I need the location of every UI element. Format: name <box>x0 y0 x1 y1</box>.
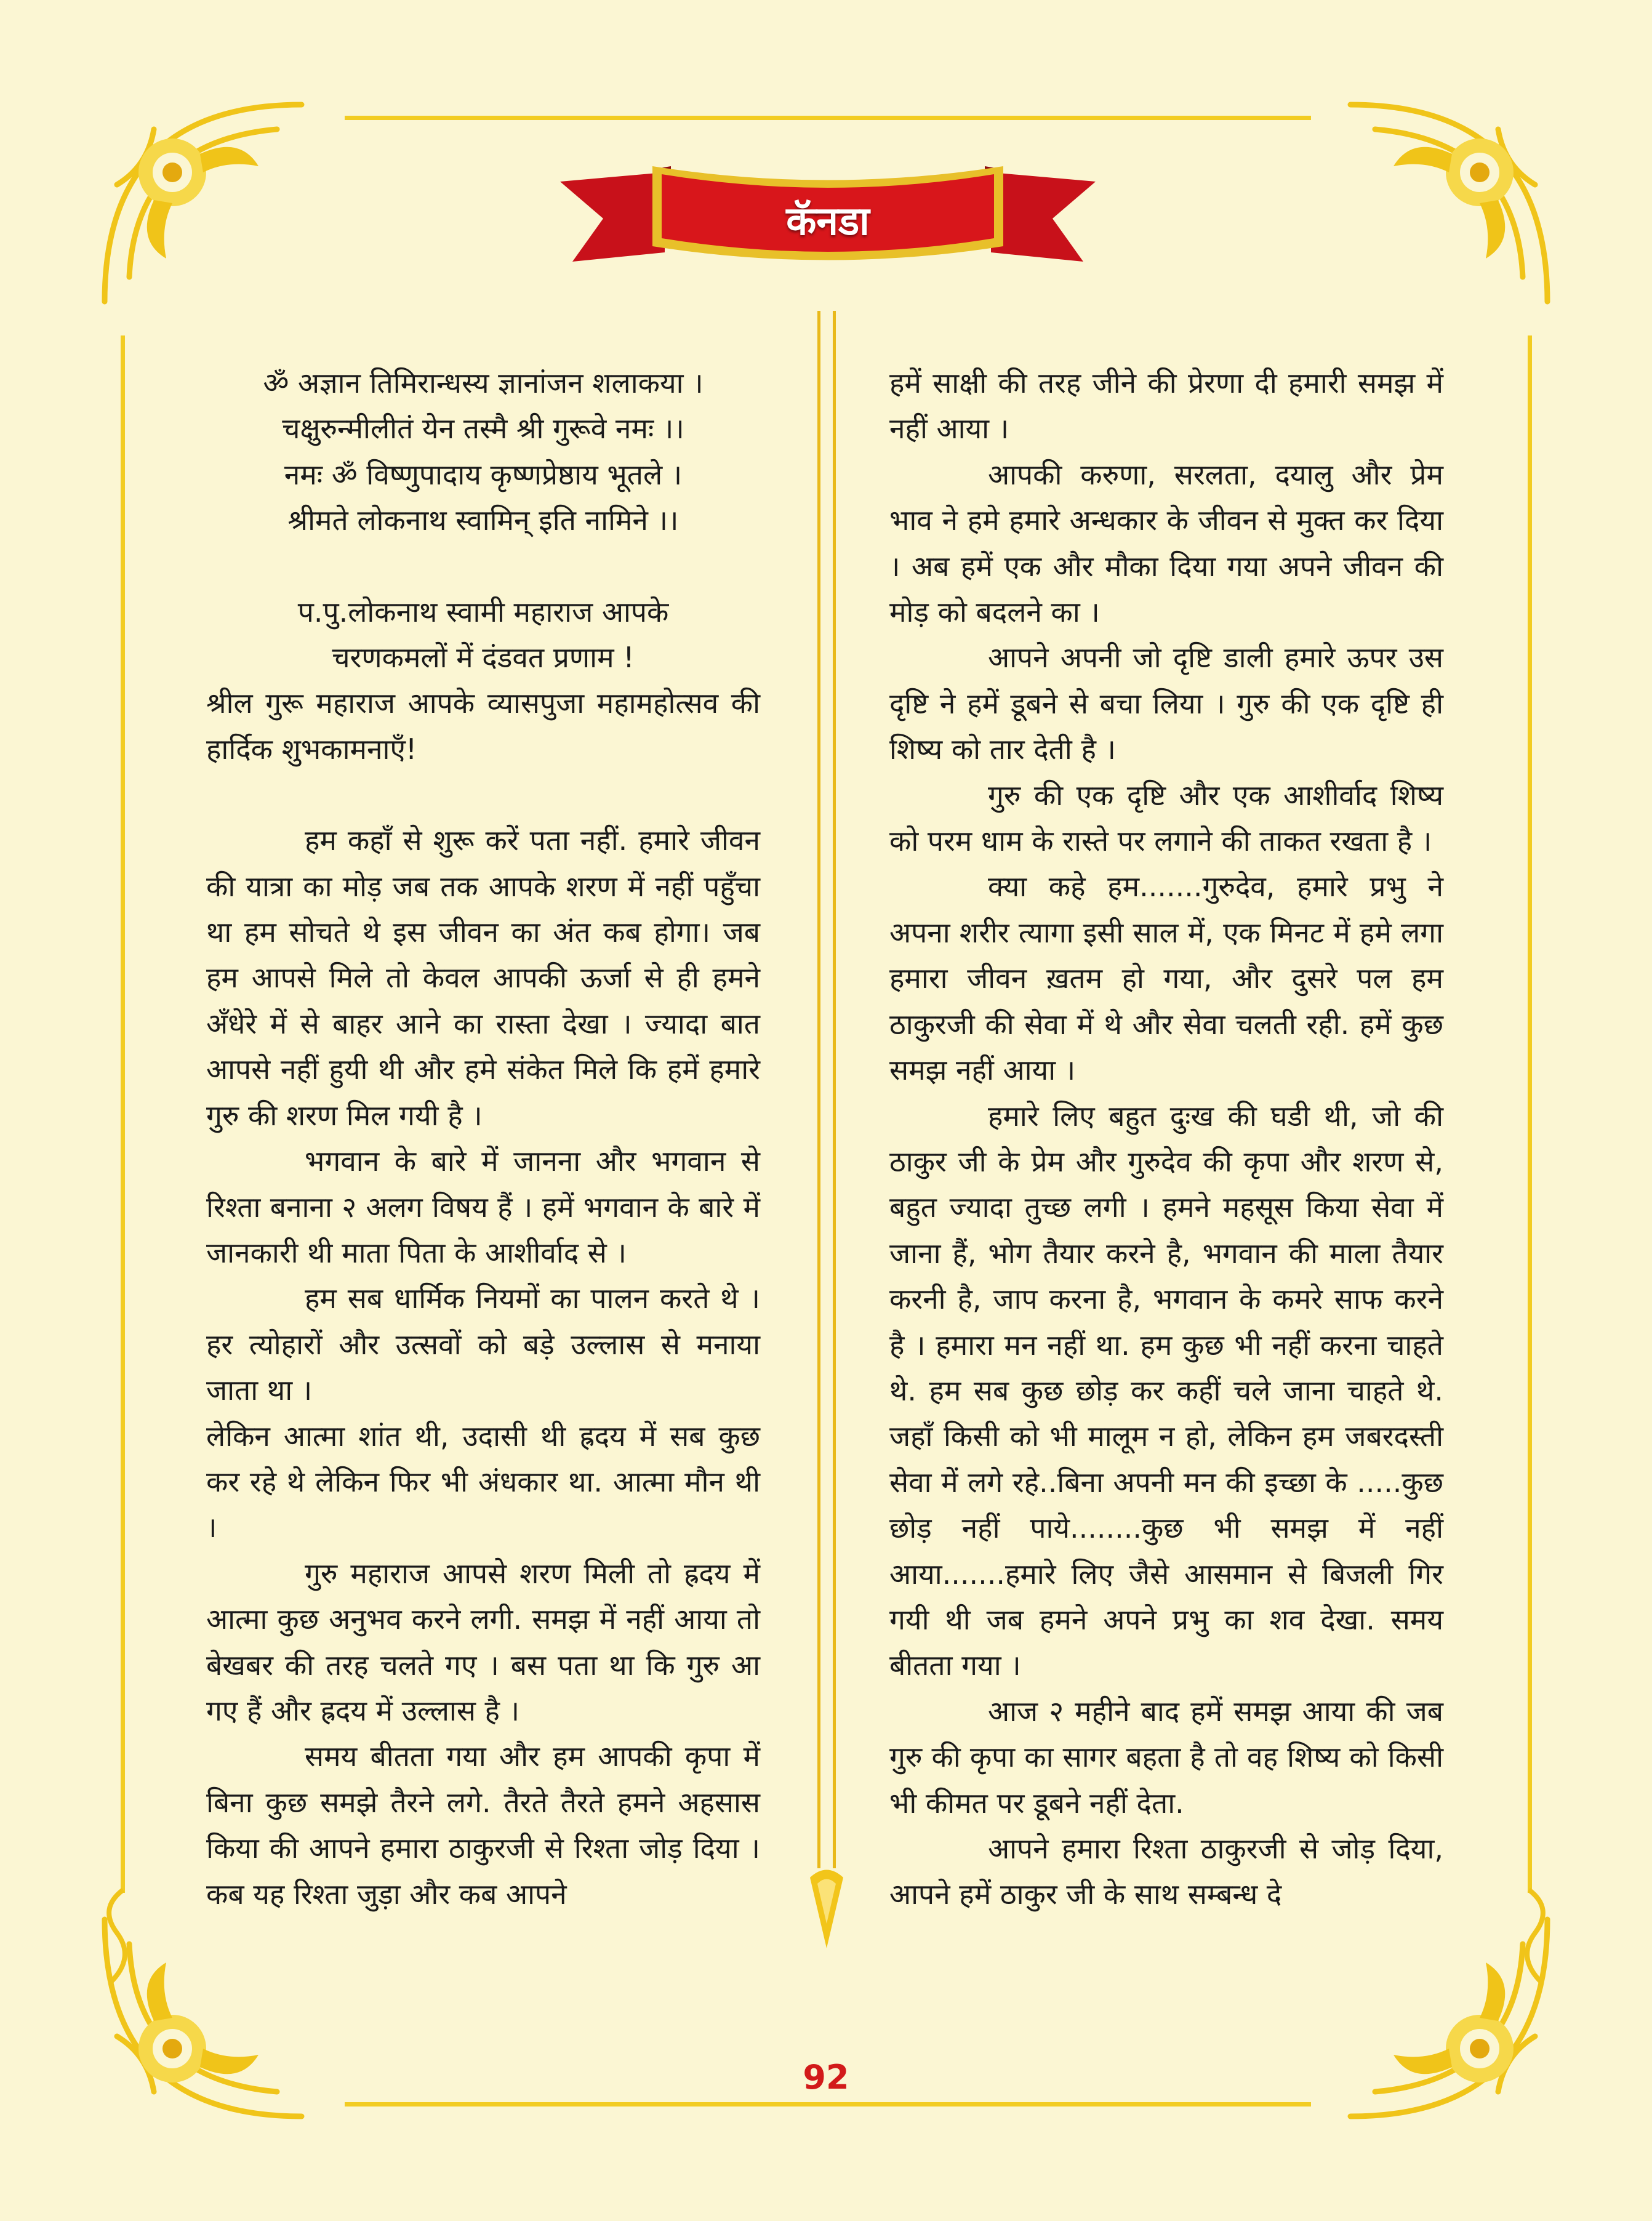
frame-top-line <box>345 116 1311 120</box>
body-paragraph: आपकी करुणा, सरलता, दयालु और प्रेम भाव ने हमे हमारे अन्धकार के जीवन से मुक्त कर दिया । अब हमें एक और मौका दिया गया अपने जीवन की मोड़ को बदलने का । <box>889 457 1443 629</box>
body-paragraph: हम कहाँ से शुरू करें पता नहीं. हमारे जीवन की यात्रा का मोड़ जब तक आपके शरण में नहीं पहुँचा था हम सोचते थे इस जीवन का अंत कब होगा। जब हम आपसे मिले तो केवल आपकी ऊर्जा से ही हमने अँधेरे में से बाहर आने का रास्ता देखा । ज्यादा बात आपसे नहीं हुयी थी और हमे संकेत मिले कि हमें हमारे गुरु की शरण मिल गयी है । <box>206 824 760 1132</box>
body-paragraph: क्या कहे हम.......गुरुदेव, हमारे प्रभु ने अपना शरीर त्यागा इसी साल में, एक मिनट में हमे लगा हमारा जीवन ख़तम हो गया, और दुसरे पल हम ठाकुरजी की सेवा में थे और सेवा चलती रही. हमें कुछ समझ नहीं आया । <box>889 870 1443 1087</box>
salutation-line: चरणकमलों में दंडवत प्रणाम ! <box>332 641 635 675</box>
shloka-line: चक्षुरुन्मीलीतं येन तस्मै श्री गुरूवे नमः ।। <box>282 412 684 446</box>
pendant-divider-icon <box>799 311 854 1973</box>
body-paragraph: आज २ महीने बाद हमें समझ आया की जब गुरु की कृपा का सागर बहता है तो वह शिष्य को किसी भी कीमत पर डूबने नहीं देता. <box>889 1694 1443 1820</box>
body-paragraph: आपने अपनी जो दृष्टि डाली हमारे ऊपर उस दृष्टि ने हमें डूबने से बचा लिया । गुरु की एक दृष्टि ही शिष्य को तार देती है । <box>889 641 1443 766</box>
floral-corner-icon <box>1338 92 1560 314</box>
swirl-ornament-icon <box>92 1884 148 1988</box>
shloka-line: ॐ अज्ञान तिमिरान्धस्य ज्ञानांजन शलाकया । <box>263 366 704 400</box>
body-paragraph: गुरु महाराज आपसे शरण मिली तो ह्रदय में आत्मा कुछ अनुभव करने लगी. समझ में नहीं आया तो बेखबर की तरह चलते गए । बस पता था कि गुरु आ गए हैं और ह्रदय में उल्लास है । <box>206 1556 760 1727</box>
page-number: 92 <box>803 2058 849 2097</box>
body-paragraph: लेकिन आत्मा शांत थी, उदासी थी ह्रदय में सब कुछ कर रहे थे लेकिन फिर भी अंधकार था. आत्मा मौन थी । <box>206 1419 760 1544</box>
body-paragraph: आपने हमारा रिश्ता ठाकुरजी से जोड़ दिया, आपने हमें ठाकुर जी के साथ सम्बन्ध दे <box>889 1832 1443 1911</box>
body-paragraph: समय बीतता गया और हम आपकी कृपा में बिना कुछ समझे तैरने लगे. तैरते तैरते हमने अहसास किया की आपने हमारा ठाकुरजी से रिश्ता जोड़ दिया । कब यह रिश्ता जुड़ा और कब आपने <box>206 1740 760 1911</box>
left-column <box>206 360 760 1917</box>
frame-bottom-line <box>345 2102 1311 2107</box>
body-paragraph: हमें साक्षी की तरह जीने की प्रेरणा दी हमारी समझ में नहीं आया । <box>889 366 1443 446</box>
frame-left-line <box>121 335 125 1893</box>
body-paragraph: भगवान के बारे में जानना और भगवान से रिश्ता बनाना २ अलग विषय हैं । हमें भगवान के बारे में जानकारी थी माता पिता के आशीर्वाद से । <box>206 1144 760 1269</box>
body-paragraph: हम सब धार्मिक नियमों का पालन करते थे । हर त्योहारों और उत्सवों को बड़े उल्लास से मनाया जाता था । <box>206 1282 760 1407</box>
frame-right-line <box>1528 335 1532 1893</box>
floral-corner-icon <box>92 92 314 314</box>
shloka-line: श्रीमते लोकनाथ स्वामिन् इति नामिने ।। <box>287 504 679 537</box>
swirl-ornament-icon <box>1504 1884 1560 1988</box>
body-paragraph: हमारे लिए बहुत दुःख की घडी थी, जो की ठाकुर जी के प्रेम और गुरुदेव की कृपा और शरण से, बहुत ज्यादा तुच्छ लगी । हमने महसूस किया सेवा में जाना हैं, भोग तैयार करने है, भगवान की माला तैयार करनी है, जाप करना है, भगवान के कमरे साफ करने है । हमारा मन नहीं था. हम कुछ भी नहीं करना चाहते थे. हम सब कुछ छोड़ कर कहीं चले जाना चाहते थे. जहाँ किसी को भी मालूम न हो, लेकिन हम जबरदस्ती सेवा में लगे रहे..बिना अपनी मन की इच्छा के .....कुछ छोड़ नहीं पाये........कुछ भी समझ में नहीं आया.......हमारे लिए जैसे आसमान से बिजली गिर गयी थी जब हमने अपने प्रभु का शव देखा. समय बीतता गया । <box>889 1099 1443 1682</box>
body-paragraph: गुरु की एक दृष्टि और एक आशीर्वाद शिष्य को परम धाम के रास्ते पर लगाने की ताकत रखता है । <box>889 778 1443 858</box>
salutation-line: प.पु.लोकनाथ स्वामी महाराज आपके <box>297 595 669 629</box>
banner-title: कॅनडा <box>786 199 870 244</box>
right-column <box>889 360 1443 1918</box>
greeting-paragraph: श्रील गुरू महाराज आपके व्यासपुजा महामहोत्सव की हार्दिक शुभकामनाएँ! <box>206 686 760 766</box>
shloka-line: नमः ॐ विष्णुपादाय कृष्णप्रेष्ठाय भूतले । <box>284 457 683 491</box>
